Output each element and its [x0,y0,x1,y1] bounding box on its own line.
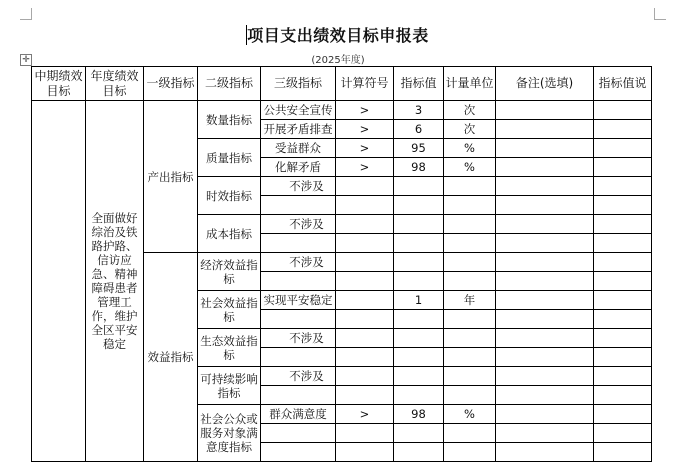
header-value: 指标值 [394,67,444,101]
value-note-cell[interactable] [594,272,652,291]
level3-cell[interactable]: 不涉及 [261,177,336,196]
value-note-cell[interactable] [594,424,652,443]
value-cell[interactable]: 98 [394,405,444,424]
unit-cell[interactable] [444,196,496,215]
operator-cell[interactable] [336,310,394,329]
operator-cell[interactable]: > [336,101,394,120]
unit-cell[interactable]: 次 [444,120,496,139]
value-note-cell[interactable] [594,310,652,329]
value-cell[interactable] [394,272,444,291]
value-cell[interactable]: 98 [394,158,444,177]
level2-cost-cell[interactable]: 成本指标 [198,215,261,253]
document-subtitle: (2025年度) [311,55,365,66]
unit-cell[interactable] [444,348,496,367]
unit-cell[interactable] [444,253,496,272]
operator-cell[interactable] [336,443,394,462]
operator-cell[interactable] [336,196,394,215]
level3-cell[interactable]: 公共安全宣传 [261,101,336,120]
level3-cell[interactable] [261,234,336,253]
remarks-cell[interactable] [496,101,594,120]
value-cell[interactable] [394,234,444,253]
operator-cell[interactable] [336,386,394,405]
page-corner-mark-top-right [654,8,666,20]
level3-cell[interactable]: 不涉及 [261,215,336,234]
header-mid-term-goal: 中期绩效目标 [32,67,86,101]
level3-cell[interactable] [261,386,336,405]
remarks-cell[interactable] [496,348,594,367]
level3-cell[interactable] [261,424,336,443]
unit-cell[interactable] [444,424,496,443]
level2-satisfaction-cell[interactable]: 社会公众或服务对象满意度指标 [198,405,261,462]
operator-cell[interactable] [336,234,394,253]
level2-sustainable-cell[interactable]: 可持续影响指标 [198,367,261,405]
remarks-cell[interactable] [496,310,594,329]
value-cell[interactable] [394,253,444,272]
operator-cell[interactable]: > [336,139,394,158]
value-note-cell[interactable] [594,253,652,272]
level3-cell[interactable]: 开展矛盾排查 [261,120,336,139]
value-note-cell[interactable] [594,291,652,310]
header-level3-indicator: 三级指标 [261,67,336,101]
header-level2-indicator: 二级指标 [198,67,261,101]
level3-cell[interactable] [261,272,336,291]
unit-cell[interactable] [444,329,496,348]
remarks-cell[interactable] [496,253,594,272]
level3-cell[interactable] [261,310,336,329]
remarks-cell[interactable] [496,120,594,139]
table-header-row [32,67,652,101]
level3-cell[interactable]: 受益群众 [261,139,336,158]
header-remarks: 备注(选填) [496,67,594,101]
value-cell[interactable] [394,348,444,367]
remarks-cell[interactable] [496,443,594,462]
value-cell[interactable]: 1 [394,291,444,310]
value-note-cell[interactable] [594,329,652,348]
operator-cell[interactable] [336,272,394,291]
operator-cell[interactable] [336,348,394,367]
remarks-cell[interactable] [496,291,594,310]
table-move-handle-icon[interactable]: ✛ [20,54,32,66]
unit-cell[interactable] [444,234,496,253]
value-note-cell[interactable] [594,234,652,253]
level2-quality-cell[interactable]: 质量指标 [198,139,261,177]
table-row [32,101,652,120]
level3-cell[interactable]: 不涉及 [261,367,336,386]
unit-cell[interactable] [444,310,496,329]
value-note-cell[interactable] [594,101,652,120]
value-cell[interactable] [394,443,444,462]
level2-ecological-cell[interactable]: 生态效益指标 [198,329,261,367]
remarks-cell[interactable] [496,386,594,405]
level3-cell[interactable] [261,443,336,462]
level3-cell[interactable]: 不涉及 [261,329,336,348]
remarks-cell[interactable] [496,272,594,291]
operator-cell[interactable] [336,367,394,386]
unit-cell[interactable] [444,367,496,386]
unit-cell[interactable] [444,272,496,291]
unit-cell[interactable]: % [444,139,496,158]
performance-target-table [31,66,652,462]
value-cell[interactable] [394,424,444,443]
value-note-cell[interactable] [594,367,652,386]
level2-economic-cell[interactable]: 经济效益指标 [198,253,261,291]
level1-benefit-cell[interactable]: 效益指标 [144,253,198,462]
header-unit: 计量单位 [444,67,496,101]
header-operator: 计算符号 [336,67,394,101]
remarks-cell[interactable] [496,158,594,177]
value-note-cell[interactable] [594,120,652,139]
value-cell[interactable]: 3 [394,101,444,120]
value-note-cell[interactable] [594,196,652,215]
unit-cell[interactable]: 年 [444,291,496,310]
operator-cell[interactable] [336,215,394,234]
value-cell[interactable] [394,386,444,405]
level3-cell[interactable] [261,196,336,215]
remarks-cell[interactable] [496,196,594,215]
unit-cell[interactable] [444,177,496,196]
header-value-note: 指标值说 [594,67,652,101]
value-note-cell[interactable] [594,177,652,196]
remarks-cell[interactable] [496,424,594,443]
value-cell[interactable] [394,215,444,234]
unit-cell[interactable]: % [444,405,496,424]
level3-cell[interactable]: 实现平安稳定 [261,291,336,310]
unit-cell[interactable]: % [444,158,496,177]
level1-output-cell[interactable]: 产出指标 [144,101,198,253]
remarks-cell[interactable] [496,367,594,386]
value-note-cell[interactable] [594,139,652,158]
unit-cell[interactable] [444,215,496,234]
value-cell[interactable]: 6 [394,120,444,139]
remarks-cell[interactable] [496,139,594,158]
level3-cell[interactable]: 化解矛盾 [261,158,336,177]
value-cell[interactable] [394,310,444,329]
header-level1-indicator: 一级指标 [144,67,198,101]
unit-cell[interactable] [444,386,496,405]
value-cell[interactable] [394,177,444,196]
document-title: 项目支出绩效目标申报表 [247,26,429,45]
value-cell[interactable] [394,367,444,386]
remarks-cell[interactable] [496,405,594,424]
value-note-cell[interactable] [594,386,652,405]
level2-timeliness-cell[interactable]: 时效指标 [198,177,261,215]
value-note-cell[interactable] [594,348,652,367]
mid-term-goal-cell[interactable] [32,101,86,462]
level2-social-cell[interactable]: 社会效益指标 [198,291,261,329]
page-corner-mark-top-left [20,8,32,20]
operator-cell[interactable] [336,177,394,196]
operator-cell[interactable] [336,329,394,348]
value-note-cell[interactable] [594,215,652,234]
level2-quantity-cell[interactable]: 数量指标 [198,101,261,139]
value-cell[interactable] [394,196,444,215]
remarks-cell[interactable] [496,329,594,348]
header-annual-goal: 年度绩效目标 [86,67,144,101]
operator-cell[interactable] [336,424,394,443]
unit-cell[interactable] [444,443,496,462]
value-cell[interactable] [394,329,444,348]
level3-cell[interactable]: 不涉及 [261,253,336,272]
operator-cell[interactable]: > [336,158,394,177]
operator-cell[interactable] [336,291,394,310]
level3-cell[interactable]: 群众满意度 [261,405,336,424]
level3-cell[interactable] [261,348,336,367]
value-note-cell[interactable] [594,405,652,424]
remarks-cell[interactable] [496,215,594,234]
value-cell[interactable]: 95 [394,139,444,158]
value-note-cell[interactable] [594,158,652,177]
operator-cell[interactable]: > [336,120,394,139]
remarks-cell[interactable] [496,234,594,253]
annual-goal-cell[interactable]: 全面做好综治及铁路护路、信访应急、精神障碍患者管理工作，维护全区平安稳定 [86,101,144,462]
value-note-cell[interactable] [594,443,652,462]
operator-cell[interactable]: > [336,405,394,424]
text-cursor [246,25,247,45]
unit-cell[interactable]: 次 [444,101,496,120]
remarks-cell[interactable] [496,177,594,196]
operator-cell[interactable] [336,253,394,272]
